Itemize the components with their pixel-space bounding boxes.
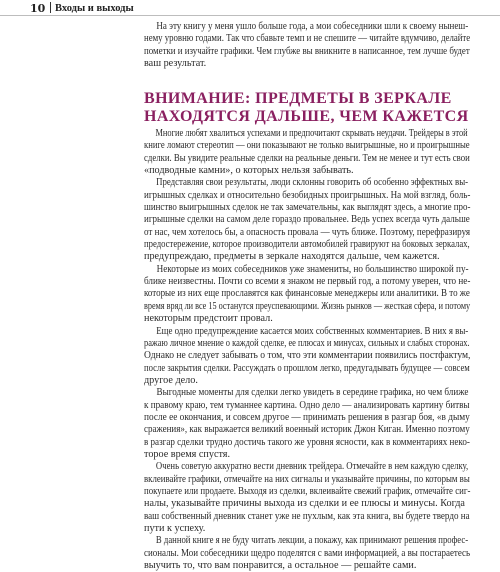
body-line: предупреждаю, предметы в зеркале находятся дальше, чем кажется.: [144, 251, 440, 263]
body-line: Однако не следует забывать о том, что эти комментарии появились постфактум,: [144, 350, 471, 362]
body-line: другое дело.: [144, 374, 198, 386]
body-line: ражаю личное мнение о каждой сделке, ее плюсах и минусах, сильных и слабых сторонах.: [144, 337, 470, 349]
body-line: шинство выигрышных сделок не так замечательны, как выглядят здесь, а многие про-: [144, 202, 471, 214]
body-line: пути к успеху.: [144, 523, 206, 534]
running-header: [0, 0, 500, 14]
body-line: после ее окончания, и совсем другое — принимать решения в разгар боя, «в дыму: [144, 411, 470, 423]
body-line: сделки. Вы увидите реальные сделки на реальные деньги. Тем не менее и тут есть свои: [144, 152, 470, 164]
body-line: ваш собственный дневник станет уже не пухлым, как эта книга, вы будете твердо на: [144, 510, 470, 522]
body-line: В данной книге я не буду читать лекции, а покажу, как принимают решения профес-: [155, 535, 469, 547]
body-line: вклеивайте графики, отмечайте на них сигналы и указывайте причины, по которым вы: [144, 473, 470, 485]
intro-line: ваш результат.: [144, 58, 207, 70]
body-line: игрышные сделки на самом деле гораздо провальнее. Ведь успех всегда чуть дальше: [144, 214, 470, 226]
body-line: от нас, чем хотелось бы, а опасность провала — чуть ближе. Поэтому, перефразируя: [144, 226, 471, 238]
body-line: «подводные камни», о которых нельзя забывать.: [144, 165, 354, 177]
body-line: сражения», как выражается великий военный историк Джон Киган. Именно поэтому: [144, 424, 470, 436]
body-line: которые из них еще прославятся как финансовые менеджеры или аналитики. В то же: [144, 288, 470, 300]
body-line: выучить то, что вам понравится, а остальное — решайте сами.: [144, 560, 417, 572]
body-line: сионалы. Мои собеседники щедро поделятся с вами информацией, а вы постараетесь: [144, 547, 471, 559]
heading-line: НАХОДЯТСЯ ДАЛЬШЕ, ЧЕМ КАЖЕТСЯ: [144, 108, 469, 125]
body-line: налы, указывайте причины выхода из сделки и ее плюсы и минусы. Когда: [144, 498, 465, 510]
header-rule: [0, 15, 500, 16]
body-line: в разгар сделки трудно достичь такого же уровня ясности, как в комментариях неко-: [144, 436, 470, 448]
body-line: Многие любят хвалиться успехами и предпочитают скрывать неудачи. Трейдеры в этой: [155, 128, 468, 139]
body-line: время вряд ли все 15 останутся преуспевающими. Жизнь рынков — жесткая сфера, и потому: [144, 300, 471, 312]
body-line: покупаете или продаете. Выходя из сделки, вклеивайте свежий график, отмечайте сиг-: [144, 485, 471, 497]
body-line: некоторым предстоит провал.: [144, 313, 273, 325]
body-line: Выгодные моменты для сделки легко увидеть в середине графика, но чем ближе: [156, 387, 469, 399]
body-text: [144, 128, 470, 572]
body-line: Очень советую аккуратно вести дневник трейдера. Отмечайте в нем каждую сделку,: [155, 461, 469, 473]
running-title: Входы и выходы: [55, 3, 134, 14]
page-number: 10: [30, 2, 46, 15]
heading-line: ВНИМАНИЕ: ПРЕДМЕТЫ В ЗЕРКАЛЕ: [144, 90, 452, 107]
body-line: после закрытия сделки. Рассуждать о прошлом легко, предугадывать будущее — совсем: [144, 362, 470, 374]
body-line: Представляя свои результаты, люди склонны говорить об особенно эффектных вы-: [156, 177, 469, 189]
intro-line: На эту книгу у меня ушло больше года, а мои собеседники шли к своему нынеш-: [156, 21, 469, 32]
header-divider: [50, 2, 51, 13]
intro-paragraph: [144, 21, 470, 70]
body-line: блике неизвестны. Почти со всеми я знаком не первый год, а потому уверен, что не-: [144, 276, 471, 288]
body-line: книге ломают стереотип — они показывают не только выигрышные, но и проигрышные: [144, 140, 470, 152]
body-line: предостережение, которое производители автомобилей гравируют на боковых зеркалах,: [144, 239, 470, 251]
section-heading: [144, 90, 474, 126]
intro-line: пометки и изучайте графики. Чем глубже вы вникните в написанное, тем лучше будет: [144, 45, 470, 57]
body-line: игрышных сделках и относительно безобидных проигрышных. На мой взгляд, боль-: [144, 189, 471, 201]
body-line: Еще одно предупреждение касается моих собственных комментариев. В них я вы-: [156, 325, 469, 337]
intro-line: нему уровню годами. Так что сбавьте темп и не спешите — читайте вдумчиво, делайте: [144, 33, 471, 45]
body-line: торое время спустя.: [144, 448, 231, 460]
body-line: к правому краю, тем туманнее картина. Одно дело — анализировать картину битвы: [144, 399, 470, 411]
body-line: Некоторые из моих собеседников уже знамениты, но большинство широкой пу-: [156, 263, 469, 275]
